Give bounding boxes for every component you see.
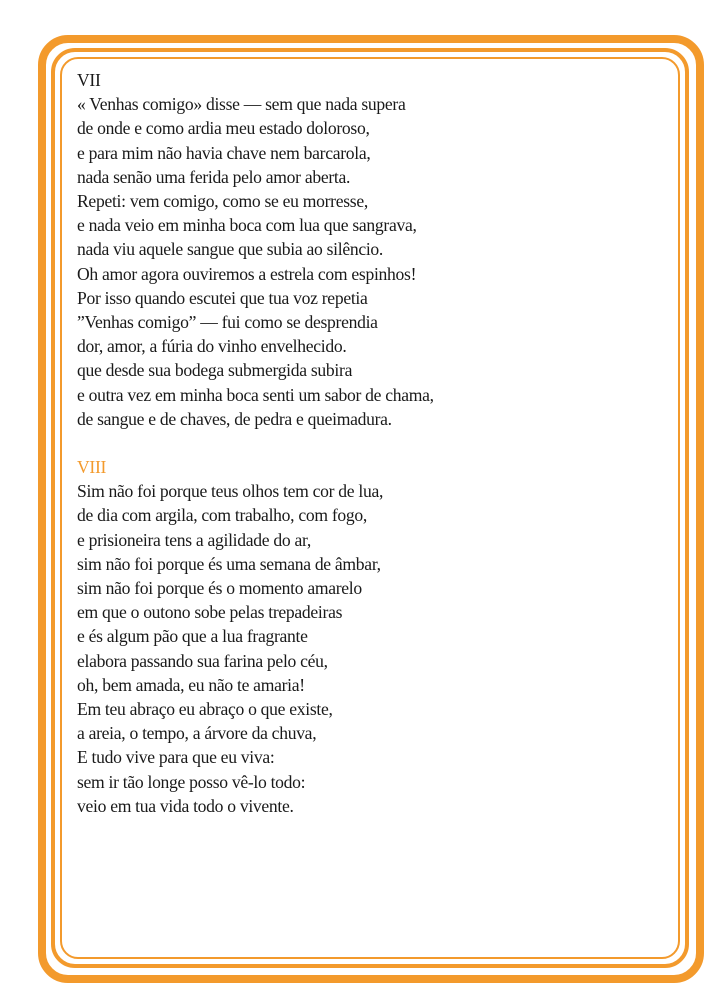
poem-line: em que o outono sobe pelas trepadeiras	[77, 602, 343, 623]
poem-line: de dia com argila, com trabalho, com fogo,	[77, 505, 367, 526]
poem-line: oh, bem amada, eu não te amaria!	[77, 674, 305, 695]
poem-line: sem ir tão longe posso vê-lo todo:	[77, 771, 306, 792]
poem-line: Em teu abraço eu abraço o que existe,	[77, 699, 333, 720]
stanza-viii	[77, 455, 657, 818]
poem-line: e és algum pão que a lua fragrante	[77, 626, 308, 647]
poem-line: que desde sua bodega submergida subira	[77, 360, 353, 381]
poem-text	[77, 68, 657, 818]
poem-line: veio em tua vida todo o vivente.	[77, 795, 294, 816]
poem-line: Oh amor agora ouviremos a estrela com espinhos!	[77, 263, 417, 284]
poem-line: nada viu aquele sangue que subia ao silêncio.	[77, 239, 384, 260]
stanza-vii	[77, 68, 657, 431]
poem-line: Sim não foi porque teus olhos tem cor de lua,	[77, 481, 384, 502]
poem-line: sim não foi porque és uma semana de âmbar,	[77, 553, 381, 574]
poem-line: a areia, o tempo, a árvore da chuva,	[77, 723, 317, 744]
poem-line: e outra vez em minha boca senti um sabor de chama,	[77, 384, 434, 405]
poem-line: e para mim não havia chave nem barcarola,	[77, 142, 371, 163]
poem-line: Por isso quando escutei que tua voz repetia	[77, 287, 368, 308]
poem-line: elabora passando sua farina pelo céu,	[77, 650, 328, 671]
poem-line: ”Venhas comigo” — fui como se desprendia	[77, 312, 378, 333]
poem-line: dor, amor, a fúria do vinho envelhecido.	[77, 336, 347, 357]
stanza-heading-vii: VII	[77, 70, 101, 90]
poem-line: E tudo vive para que eu viva:	[77, 747, 275, 768]
poem-line: nada senão uma ferida pelo amor aberta.	[77, 166, 351, 187]
stanza-gap	[77, 431, 657, 455]
poem-line: e nada veio em minha boca com lua que sangrava,	[77, 215, 417, 236]
poem-line: de sangue e de chaves, de pedra e queimadura.	[77, 408, 392, 429]
poem-line: « Venhas comigo» disse — sem que nada supera	[77, 94, 406, 115]
poem-line: de onde e como ardia meu estado doloroso,	[77, 118, 370, 139]
stanza-heading-viii: VIII	[77, 457, 107, 478]
poem-line: Repeti: vem comigo, como se eu morresse,	[77, 191, 368, 212]
poem-line: sim não foi porque és o momento amarelo	[77, 578, 362, 599]
poem-line: e prisioneira tens a agilidade do ar,	[77, 529, 311, 550]
